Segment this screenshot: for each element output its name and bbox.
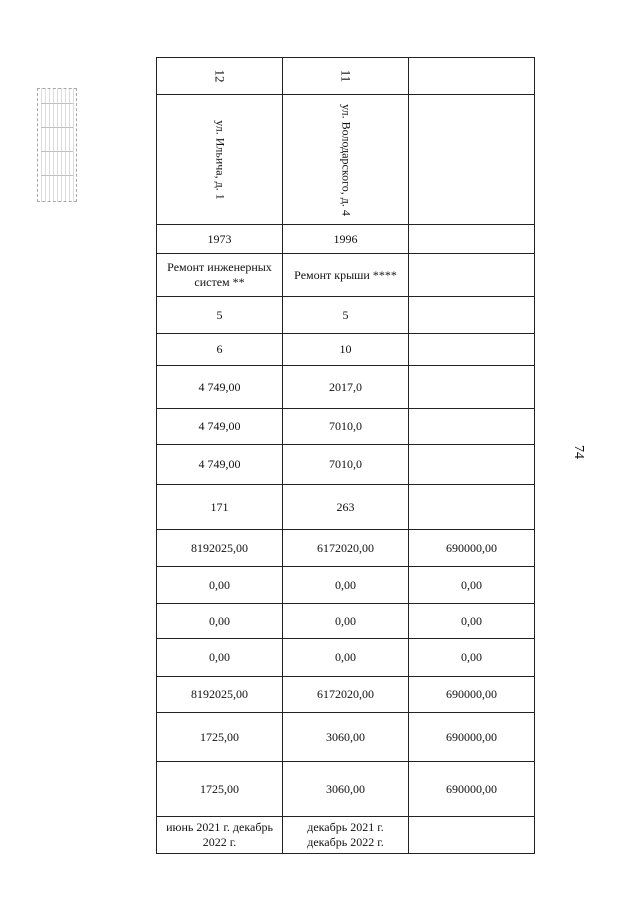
- address-cell: ул. Володарского, д. 4: [283, 95, 409, 225]
- table-cell: 4 749,00: [157, 366, 283, 409]
- table-cell: [409, 445, 535, 485]
- table-cell: 1725,00: [157, 762, 283, 817]
- table-row: [157, 254, 535, 297]
- table-cell: 6: [157, 334, 283, 366]
- table-row: [157, 297, 535, 334]
- header-number-row: [157, 58, 535, 95]
- table-cell: 0,00: [283, 639, 409, 677]
- table-cell: [409, 254, 535, 297]
- table-cell: июнь 2021 г. декабрь 2022 г.: [157, 817, 283, 854]
- table-cell: [409, 366, 535, 409]
- page-number: 74: [571, 445, 586, 459]
- table-row: [157, 713, 535, 762]
- table-cell: 0,00: [409, 604, 535, 639]
- address-cell: ул. Ильича, д. 1: [157, 95, 283, 225]
- table-cell: [409, 225, 535, 254]
- table-row: [157, 762, 535, 817]
- table-row: [157, 334, 535, 366]
- table-cell: декабрь 2021 г. декабрь 2022 г.: [283, 817, 409, 854]
- table-cell: 7010,0: [283, 445, 409, 485]
- table-cell: 0,00: [157, 604, 283, 639]
- table-cell: [409, 409, 535, 445]
- table-cell: 6172020,00: [283, 677, 409, 713]
- stamp-mark: [37, 88, 77, 202]
- table-cell: 6172020,00: [283, 530, 409, 567]
- table-cell: 0,00: [157, 567, 283, 604]
- table-cell: 0,00: [157, 639, 283, 677]
- table-cell: 0,00: [409, 639, 535, 677]
- address-cell: [409, 95, 535, 225]
- table-cell: 5: [157, 297, 283, 334]
- table-cell: 690000,00: [409, 530, 535, 567]
- table-cell: 1725,00: [157, 713, 283, 762]
- table-cell: 263: [283, 485, 409, 530]
- table-cell: 0,00: [283, 604, 409, 639]
- table-cell: 171: [157, 485, 283, 530]
- data-table: [156, 57, 535, 854]
- address-row: [157, 95, 535, 225]
- table-cell: 1996: [283, 225, 409, 254]
- header-number-cell: 12: [157, 58, 283, 95]
- table-row: [157, 409, 535, 445]
- table-row: [157, 225, 535, 254]
- table-row: [157, 530, 535, 567]
- table-cell: 4 749,00: [157, 445, 283, 485]
- header-number-cell: [409, 58, 535, 95]
- table-row: [157, 604, 535, 639]
- table-row: [157, 817, 535, 854]
- table-cell: 7010,0: [283, 409, 409, 445]
- table-cell: [409, 297, 535, 334]
- table-row: [157, 445, 535, 485]
- table-cell: 4 749,00: [157, 409, 283, 445]
- table-row: [157, 567, 535, 604]
- table-cell: 0,00: [409, 567, 535, 604]
- header-number-cell: 11: [283, 58, 409, 95]
- table-row: [157, 485, 535, 530]
- table-row: [157, 677, 535, 713]
- table-cell: Ремонт крыши ****: [283, 254, 409, 297]
- table-cell: 3060,00: [283, 713, 409, 762]
- table-cell: 3060,00: [283, 762, 409, 817]
- table-cell: 5: [283, 297, 409, 334]
- table-cell: 8192025,00: [157, 530, 283, 567]
- table-cell: 690000,00: [409, 677, 535, 713]
- table-cell: 690000,00: [409, 762, 535, 817]
- table-cell: 2017,0: [283, 366, 409, 409]
- table-cell: [409, 817, 535, 854]
- table-cell: 1973: [157, 225, 283, 254]
- table-cell: Ремонт инженерных систем **: [157, 254, 283, 297]
- table-cell: [409, 334, 535, 366]
- table-row: [157, 639, 535, 677]
- table-row: [157, 366, 535, 409]
- table-cell: 8192025,00: [157, 677, 283, 713]
- table-cell: 690000,00: [409, 713, 535, 762]
- table-cell: [409, 485, 535, 530]
- table-cell: 0,00: [283, 567, 409, 604]
- table-cell: 10: [283, 334, 409, 366]
